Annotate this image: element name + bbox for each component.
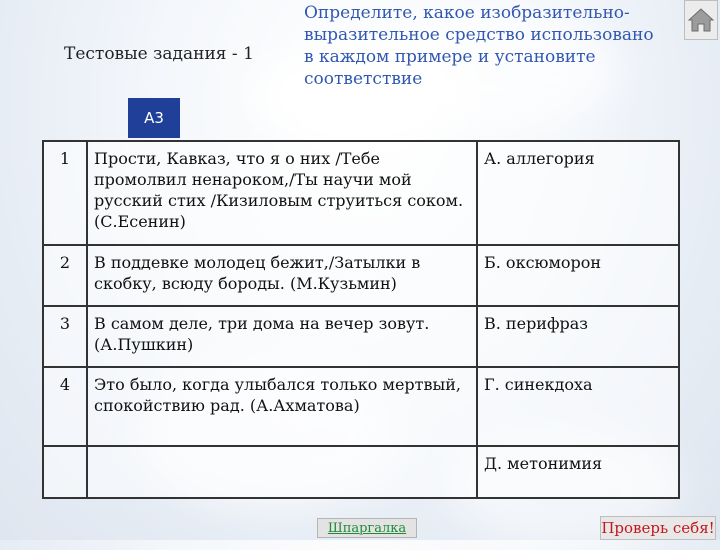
example-text: Прости, Кавказ, что я о них /Тебе промолвил ненароком,/Ты научи мой русский стих /Кизиловым струиться соком. (С.Есенин): [87, 141, 477, 245]
table-row: [43, 446, 679, 498]
answer-option[interactable]: Г. синекдоха: [477, 367, 679, 446]
table-row: [43, 306, 679, 367]
row-number: 4: [43, 367, 87, 446]
answer-option[interactable]: В. перифраз: [477, 306, 679, 367]
page-subtitle: Тестовые задания - 1: [64, 44, 254, 64]
row-number: [43, 446, 87, 498]
answer-option[interactable]: Б. оксюморон: [477, 245, 679, 306]
matching-table: [42, 140, 680, 499]
table-row: [43, 141, 679, 245]
home-icon: [688, 7, 714, 33]
check-yourself-button[interactable]: Проверь себя!: [600, 516, 716, 540]
question-badge: А3: [128, 98, 180, 138]
row-number: 2: [43, 245, 87, 306]
example-text: [87, 446, 477, 498]
home-button[interactable]: [684, 0, 718, 40]
table-row: [43, 367, 679, 446]
answer-option[interactable]: Д. метонимия: [477, 446, 679, 498]
hint-link[interactable]: Шпаргалка: [317, 518, 417, 538]
task-instruction: Определите, какое изобразительно-выразительное средство использовано в каждом примере и установите соответствие: [304, 3, 654, 89]
table-row: [43, 245, 679, 306]
example-text: В самом деле, три дома на вечер зовут. (А.Пушкин): [87, 306, 477, 367]
row-number: 1: [43, 141, 87, 245]
example-text: Это было, когда улыбался только мертвый, спокойствию рад. (А.Ахматова): [87, 367, 477, 446]
row-number: 3: [43, 306, 87, 367]
answer-option[interactable]: А. аллегория: [477, 141, 679, 245]
example-text: В поддевке молодец бежит,/Затылки в скобку, всюду бороды. (М.Кузьмин): [87, 245, 477, 306]
